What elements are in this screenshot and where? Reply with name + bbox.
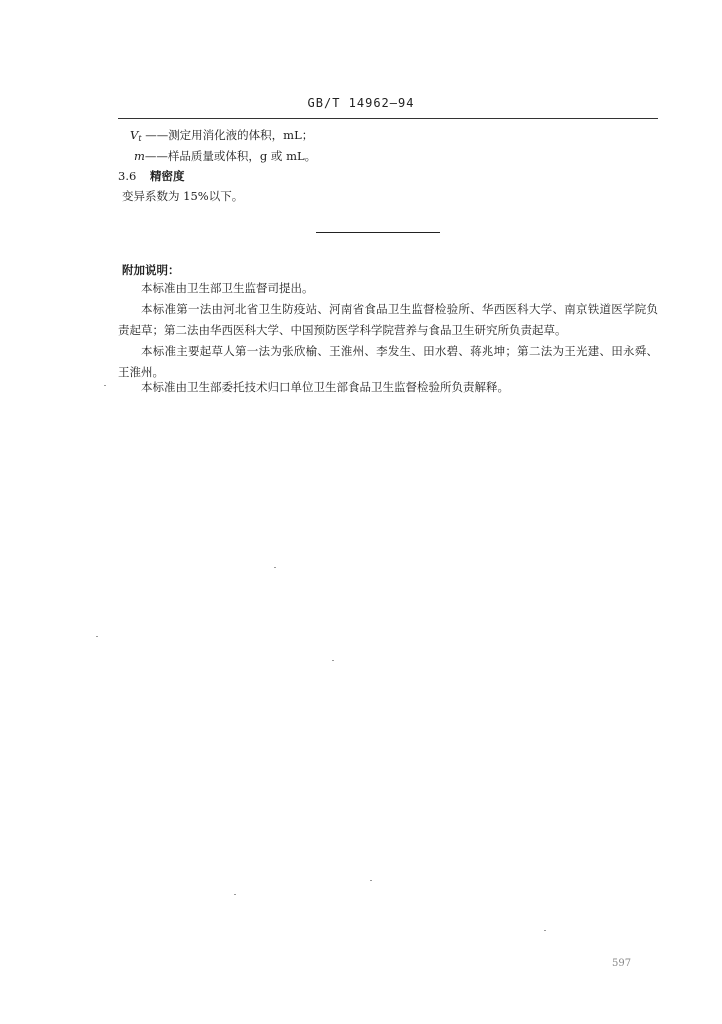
section-body: 变异系数为 15%以下。 — [122, 189, 244, 203]
definition-vt — [130, 127, 313, 147]
definition-symbol: m — [134, 149, 145, 163]
appendix-paragraph: 本标准主要起草人第一法为张欣榆、王淮州、李发生、田水碧、蒋兆坤；第二法为王光建、田永舜、王淮州。 — [118, 344, 658, 379]
appendix-paragraph: 本标准第一法由河北省卫生防疫站、河南省食品卫生监督检验所、华西医科大学、南京铁道医学院负责起草；第二法由华西医科大学、中国预防医学科学院营养与食品卫生研究所负责起草。 — [118, 302, 658, 337]
scan-speck — [332, 660, 334, 661]
appendix-title: 附加说明： — [122, 263, 180, 277]
scan-speck — [234, 894, 236, 895]
definition-text: ——样品质量或体积，g 或 mL。 — [144, 149, 317, 163]
definition-text: ——测定用消化液的体积，mL； — [145, 128, 314, 142]
header-rule — [118, 118, 658, 119]
section-divider — [316, 232, 440, 233]
standard-code-header: GB/T 14962—94 — [307, 96, 415, 110]
section-title: 精密度 — [149, 169, 185, 183]
scan-speck — [104, 385, 106, 386]
definition-m — [134, 148, 316, 164]
scan-speck — [370, 880, 372, 881]
section-number: 3.6 — [118, 169, 137, 183]
page-number: 597 — [612, 958, 632, 969]
appendix-paragraph: 本标准由卫生部委托技术归口单位卫生部食品卫生监督检验所负责解释。 — [141, 380, 509, 394]
scan-speck — [544, 930, 546, 931]
scan-speck — [274, 567, 276, 568]
appendix-paragraph: 本标准由卫生部卫生监督司提出。 — [141, 281, 314, 295]
definition-symbol: V — [130, 128, 139, 142]
definition-subscript: t — [138, 134, 142, 143]
section-heading — [118, 168, 184, 184]
scan-speck — [96, 636, 98, 637]
